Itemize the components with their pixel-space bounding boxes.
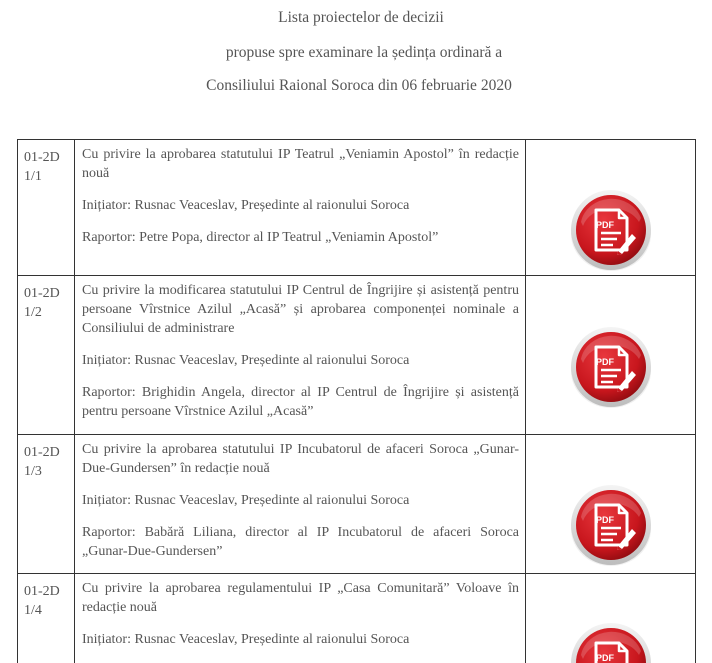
- table-row: [18, 276, 696, 435]
- heading-line-1: Lista proiectelor de decizii: [278, 9, 444, 26]
- project-number: 01-2D 1/1: [18, 140, 75, 276]
- project-title: Cu privire la aprobarea statutului IP Incubatorul de afaceri Soroca „Gunar-Due-Gundersen” în redacție nouă: [82, 442, 519, 476]
- project-raportor: Raportor: Brighidin Angela, director al IP Centrul de Îngrijire și asistență pentru persoane Vîrstnice Azilul „Acasă”: [82, 385, 519, 419]
- project-initiator: Inițiator: Rusnac Veaceslav, Președinte al raionului Soroca: [82, 198, 410, 213]
- project-initiator: Inițiator: Rusnac Veaceslav, Președinte al raionului Soroca: [82, 493, 410, 508]
- pdf-document-icon[interactable]: [569, 325, 653, 409]
- download-cell: [526, 435, 696, 574]
- project-number: 01-2D 1/4: [18, 574, 75, 663]
- table-row: [18, 435, 696, 574]
- download-cell: [526, 574, 696, 663]
- heading-line-2: propuse spre examinare la ședința ordinară a: [225, 44, 503, 61]
- project-description: [75, 276, 526, 435]
- project-description: [75, 574, 526, 663]
- table-row: [18, 574, 696, 663]
- project-number: 01-2D 1/2: [18, 276, 75, 435]
- download-cell: [526, 140, 696, 276]
- heading-line-3: Consiliului Raional Soroca din 06 februarie 2020: [206, 77, 512, 94]
- table-row: [18, 140, 696, 276]
- pdf-icon-label: PDF: [596, 357, 614, 367]
- project-description: [75, 140, 526, 276]
- project-title: Cu privire la modificarea statutului IP Centrul de Îngrijire și asistență pentru persoane Vîrstnice Azilul „Acasă” și aprobarea componenței nominale a Consiliului de administrare: [82, 283, 519, 336]
- project-raportor: Raportor: Babără Liliana, director al IP Incubatorul de afaceri Soroca „Gunar-Due-Gundersen”: [82, 525, 519, 559]
- project-initiator: Inițiator: Rusnac Veaceslav, Președinte al raionului Soroca: [82, 353, 410, 368]
- project-initiator: Inițiator: Rusnac Veaceslav, Președinte al raionului Soroca: [82, 632, 410, 647]
- pdf-icon-label: PDF: [596, 220, 614, 230]
- project-description: [75, 435, 526, 574]
- pdf-document-icon[interactable]: [569, 621, 653, 663]
- pdf-document-icon[interactable]: [569, 483, 653, 567]
- project-number: 01-2D 1/3: [18, 435, 75, 574]
- project-title: Cu privire la aprobarea regulamentului IP „Casa Comunitară” Voloave în redacție nouă: [82, 581, 519, 615]
- project-title: Cu privire la aprobarea statutului IP Teatrul „Veniamin Apostol” în redacție nouă: [82, 147, 519, 181]
- pdf-icon-label: PDF: [596, 515, 614, 525]
- pdf-icon-label: PDF: [596, 653, 614, 663]
- download-cell: [526, 276, 696, 435]
- pdf-document-icon[interactable]: [569, 188, 653, 272]
- projects-table: [17, 139, 696, 663]
- project-raportor: Raportor: Petre Popa, director al IP Teatrul „Veniamin Apostol”: [82, 230, 439, 245]
